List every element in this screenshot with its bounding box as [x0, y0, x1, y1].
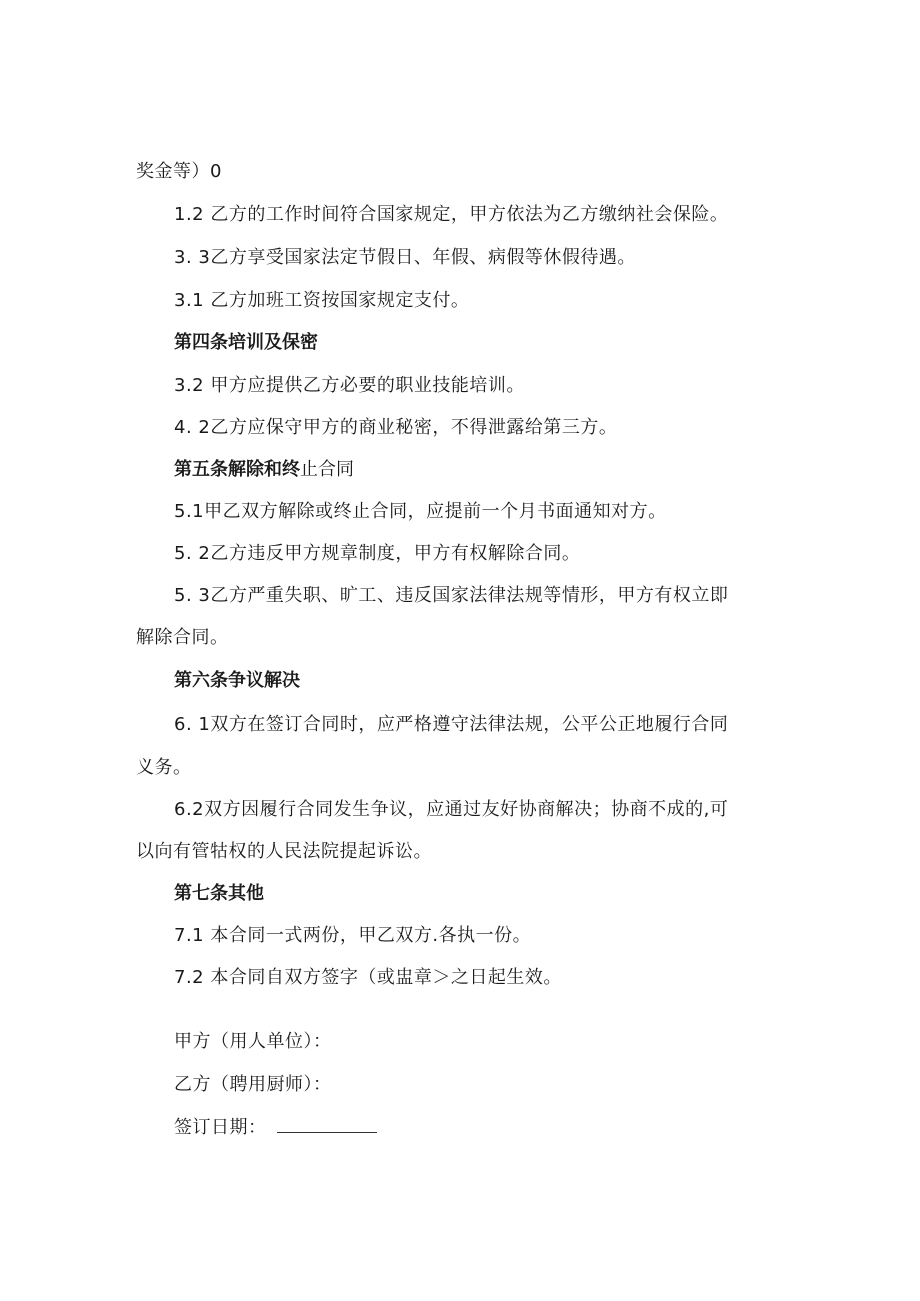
section-heading-5 — [174, 458, 354, 482]
signing-date-line — [174, 1116, 377, 1140]
clause-5-3: 5. 3乙方严重失职、旷工、违反国家法律法规等情形，甲方有权立即 — [174, 585, 729, 606]
signature-party-b: 乙方（聘用厨师）： — [174, 1074, 332, 1095]
clause-4-2: 4. 2乙方应保守甲方的商业秘密，不得泄露给第三方。 — [174, 417, 618, 438]
section-heading-7: 第七条其他 — [174, 883, 264, 904]
clause-1-2: 1.2 乙方的工作时间符合国家规定，甲方依法为乙方缴纳社会保险。 — [174, 204, 729, 225]
clause-5-1: 5.1甲乙双方解除或终止合同，应提前一个月书面通知对方。 — [174, 501, 667, 522]
clause-3-3: 3. 3乙方享受国家法定节假日、年假、病假等休假待遇。 — [174, 247, 636, 268]
paragraph-line: 奖金等）0 — [136, 161, 222, 182]
clause-6-2-continued: 以向有管牯权的人民法院提起诉讼。 — [136, 841, 432, 862]
clause-6-1: 6. 1双方在签订合同时，应严格遵守法律法规，公平公正地履行合同 — [174, 714, 729, 735]
clause-6-1-continued: 义务。 — [136, 757, 192, 778]
section-heading-6: 第六条争议解决 — [174, 670, 300, 691]
clause-7-2: 7.2 本合同自双方签字（或盅章＞之日起生效。 — [174, 967, 562, 988]
signing-date-label: 签订日期： — [174, 1117, 267, 1138]
section-heading-4: 第四条培训及保密 — [174, 332, 318, 353]
clause-5-2: 5. 2乙方违反甲方规章制度，甲方有权解除合同。 — [174, 543, 581, 564]
clause-7-1: 7.1 本合同一式两份，甲乙双方.各执一份。 — [174, 925, 532, 946]
clause-6-2: 6.2双方因履行合同发生争议，应通过友好协商解决；协商不成的,可 — [174, 799, 729, 820]
signature-party-a: 甲方（用人单位）： — [174, 1031, 332, 1052]
clause-5-3-continued: 解除合同。 — [136, 627, 229, 648]
section-heading-5-thin: 止合同 — [300, 459, 354, 480]
clause-3-1: 3.1 乙方加班工资按国家规定支付。 — [174, 290, 470, 311]
clause-3-2: 3.2 甲方应提供乙方必要的职业技能培训。 — [174, 375, 525, 396]
signing-date-blank[interactable] — [277, 1116, 377, 1133]
section-heading-5-bold: 第五条解除和终 — [174, 459, 300, 480]
